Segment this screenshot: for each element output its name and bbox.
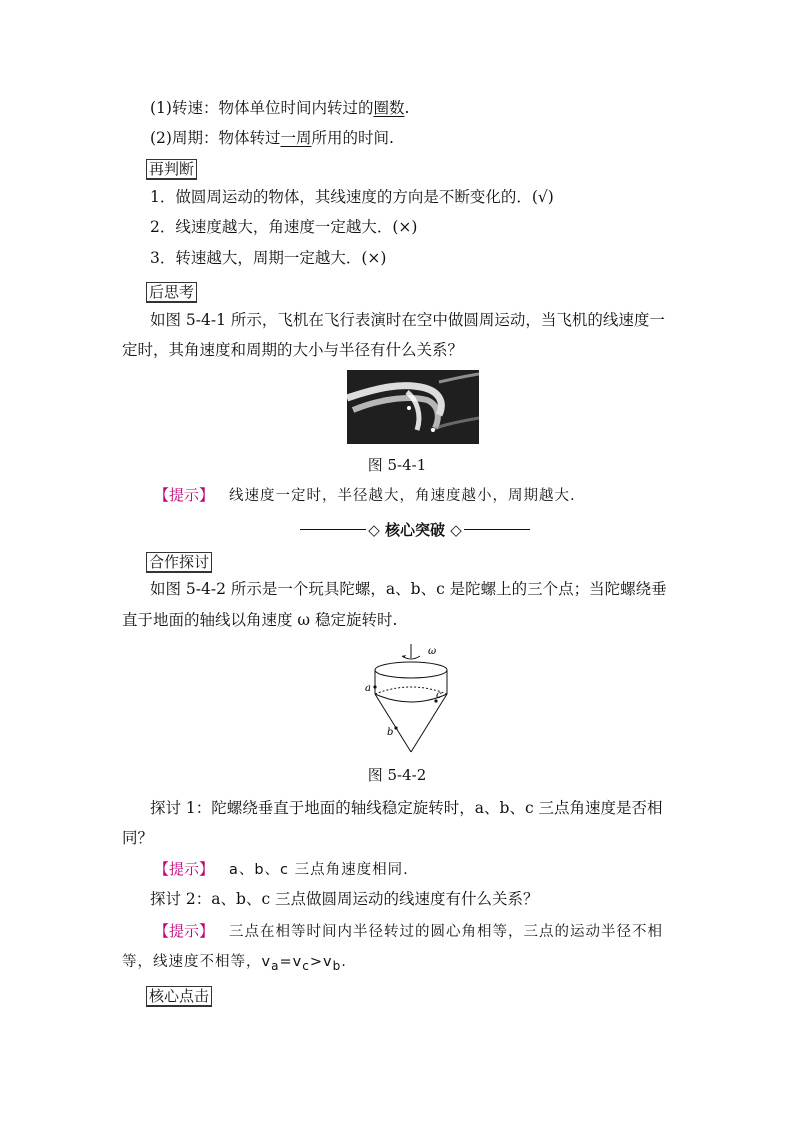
coop-label: 合作探讨 (146, 552, 212, 573)
think-label: 后思考 (146, 282, 197, 303)
subscript-c: c (302, 958, 310, 973)
figure-5-4-1-caption: 图 5-4-1 (367, 456, 427, 474)
point-a (373, 685, 376, 688)
subscript-b: b (332, 958, 342, 973)
figure-5-4-2-caption: 图 5-4-2 (367, 766, 427, 784)
discussion-1-hint (154, 858, 409, 881)
think-paragraph-line2: 定时，其角速度和周期的大小与半径有什么关系？ (122, 341, 464, 359)
coop-paragraph-line2: 直于地面的轴线以角速度 ω 稳定旋转时. (122, 611, 398, 629)
hint-text: a、b、c 三点角速度相同. (228, 862, 409, 878)
heading-rule-right (464, 529, 530, 530)
point-b (394, 726, 397, 729)
point-a-label: a (365, 683, 371, 694)
hint-label: 【提示】 (154, 486, 215, 504)
discussion-2: 探讨 2：a、b、c 三点做圆周运动的线速度有什么关系？ (150, 890, 539, 908)
period: . (341, 954, 347, 970)
point-b-label: b (387, 727, 394, 738)
airshow-photo (347, 370, 479, 444)
subscript-a: a (271, 958, 280, 973)
cone-left-edge (375, 694, 411, 752)
spinning-top-diagram (360, 642, 470, 757)
greater-v: >v (309, 954, 333, 970)
text: (1)转速：物体单位时间内转过的 (150, 99, 374, 117)
text: 所用的时间. (311, 129, 394, 147)
hint-text-prefix: 等，线速度不相等，v (122, 954, 272, 970)
cone-right-edge (411, 694, 447, 752)
point-c-label: c (436, 690, 442, 701)
hint-label: 【提示】 (154, 860, 215, 878)
core-breakthrough-heading (300, 518, 530, 540)
judge-item-1: 1．做圆周运动的物体，其线速度的方向是不断变化的．(√) (150, 188, 554, 206)
think-paragraph-line1: 如图 5-4-1 所示，飞机在飞行表演时在空中做圆周运动，当飞机的线速度一 (150, 311, 665, 329)
smoke-trails-image (347, 370, 479, 444)
judge-item-3: 3．转速越大，周期一定越大．(×) (150, 249, 387, 267)
core-point-label: 核心点击 (146, 986, 212, 1007)
discussion-1-line1: 探讨 1：陀螺绕垂直于地面的轴线稳定旋转时，a、b、c 三点角速度是否相 (150, 799, 663, 817)
text: . (404, 99, 410, 117)
heading-rule-left (300, 529, 366, 530)
top-ellipse (375, 662, 447, 678)
omega-label: ω (428, 646, 437, 657)
underlined-term: 圈数 (373, 99, 405, 117)
judge-label: 再判断 (146, 159, 197, 180)
period-definition (150, 127, 394, 149)
coop-paragraph-line1: 如图 5-4-2 所示是一个玩具陀螺，a、b、c 是陀螺上的三个点；当陀螺绕垂 (150, 580, 667, 598)
equals-v: =v (279, 954, 303, 970)
hint-text: 线速度一定时，半径越大，角速度越小，周期越大. (228, 488, 576, 504)
discussion-2-hint-line2 (122, 951, 347, 977)
think-hint (154, 484, 576, 507)
judge-item-2: 2．线速度越大，角速度一定越大．(×) (150, 218, 418, 236)
hint-label: 【提示】 (154, 922, 215, 940)
rotation-speed-definition (150, 97, 409, 119)
hint-text: 三点在相等时间内半径转过的圆心角相等，三点的运动半径不相 (228, 924, 663, 940)
text: (2)周期：物体转过 (150, 129, 281, 147)
heading-text: ◇ 核心突破 ◇ (368, 520, 462, 539)
discussion-1-line2: 同？ (122, 829, 154, 847)
discussion-2-hint-line1 (154, 920, 663, 943)
underlined-term: 一周 (280, 129, 312, 147)
